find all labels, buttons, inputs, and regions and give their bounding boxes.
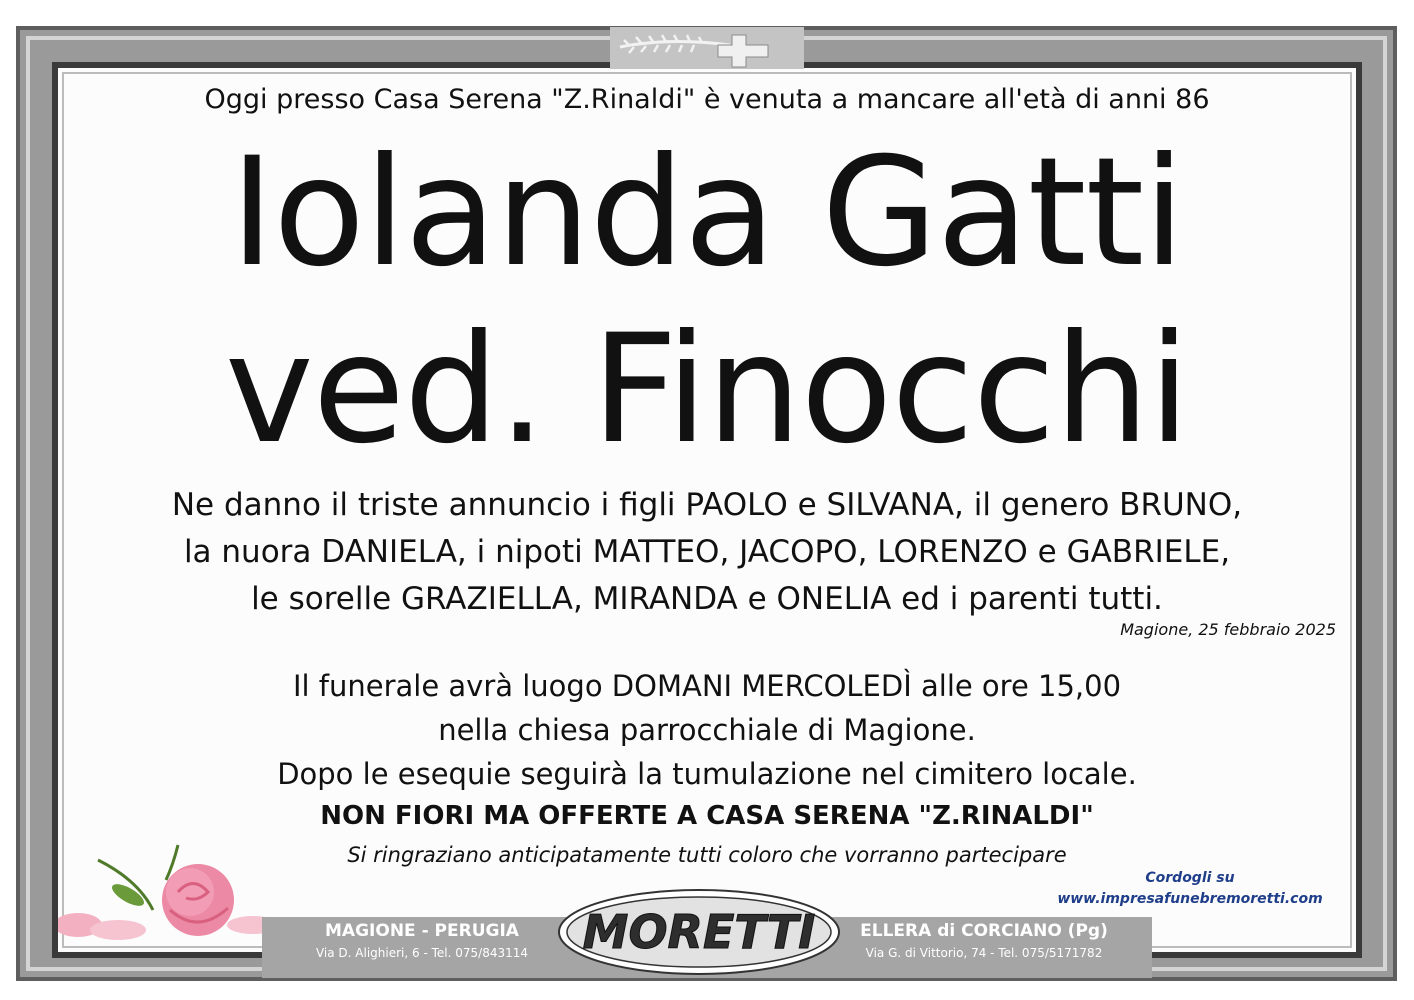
no-flowers-note: NON FIORI MA OFFERTE A CASA SERENA "Z.RINALDI" <box>320 801 1094 831</box>
condolences-block <box>1040 868 1340 910</box>
family-announcement <box>0 482 1414 623</box>
pink-rose-icon <box>58 840 288 940</box>
office-city: MAGIONE - PERUGIA <box>325 921 519 941</box>
office-address: Via D. Alighieri, 6 - Tel. 075/843114 <box>315 946 528 960</box>
intro-text: Oggi presso Casa Serena "Z.Rinaldi" è venuta a mancare all'età di anni 86 <box>204 84 1210 115</box>
funeral-line: Dopo le esequie seguirà la tumulazione nel cimitero locale. <box>277 757 1137 791</box>
moretti-logo <box>556 888 842 976</box>
footer-office-ellera <box>834 919 1134 963</box>
family-line: le sorelle GRAZIELLA, MIRANDA e ONELIA ed i parenti tutti. <box>251 581 1163 617</box>
family-line: Ne danno il triste annuncio i figli PAOLO e SILVANA, il genero BRUNO, <box>171 487 1243 523</box>
office-city: ELLERA di CORCIANO (Pg) <box>860 921 1108 941</box>
logo-text: MORETTI <box>582 905 816 959</box>
cross-with-olive-branch-icon <box>610 27 804 69</box>
condolences-url[interactable]: www.impresafunebremoretti.com <box>1057 891 1323 907</box>
funeral-line: Il funerale avrà luogo DOMANI MERCOLEDÌ alle ore 15,00 <box>292 669 1122 703</box>
deceased-married-name: ved. Finocchi <box>224 303 1190 477</box>
office-address: Via G. di Vittorio, 74 - Tel. 075/5171782 <box>865 946 1103 960</box>
deceased-name: Iolanda Gatti <box>230 126 1184 300</box>
condolences-label: Cordogli su <box>1145 870 1235 886</box>
footer-office-magione <box>272 919 572 963</box>
family-line: la nuora DANIELA, i nipoti MATTEO, JACOPO, LORENZO e GABRIELE, <box>183 534 1231 570</box>
funeral-details <box>0 664 1414 796</box>
thanks-note: Si ringraziano anticipatamente tutti coloro che vorranno partecipare <box>347 843 1067 867</box>
funeral-line: nella chiesa parrocchiale di Magione. <box>438 713 976 747</box>
place-date: Magione, 25 febbraio 2025 <box>1120 620 1336 639</box>
